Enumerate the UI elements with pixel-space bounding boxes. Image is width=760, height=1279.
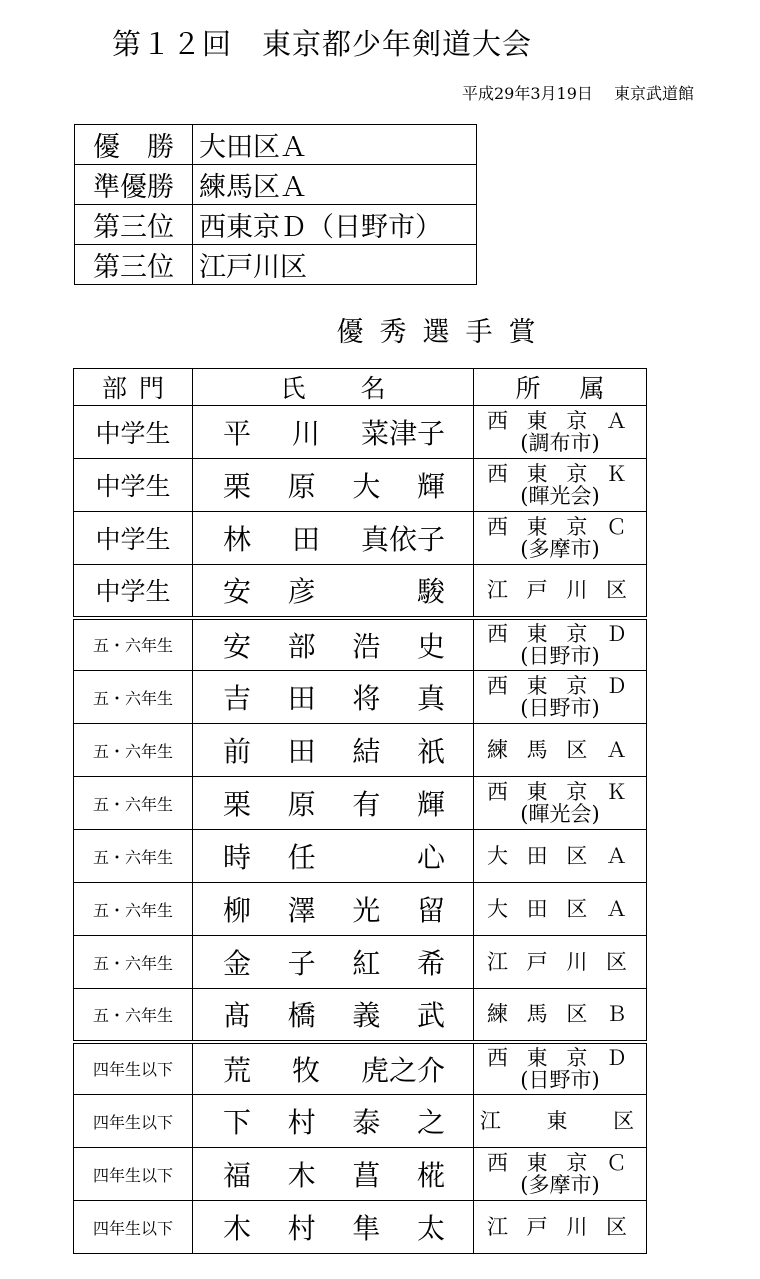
- affiliation-cell: [474, 406, 647, 459]
- table-row: [74, 1148, 647, 1201]
- name-part: 彦: [287, 575, 316, 609]
- division-cell: 五・六年生: [74, 883, 193, 936]
- result-team: 西東京Ｄ（日野市）: [193, 205, 477, 245]
- name-cell: [193, 777, 474, 830]
- result-position: 準優勝: [75, 165, 193, 205]
- affiliation-cell: [474, 459, 647, 512]
- name-part: 将: [352, 682, 381, 715]
- results-row: [75, 165, 477, 205]
- name-part: 輝: [416, 470, 445, 503]
- affiliation-cell: [474, 1095, 647, 1148]
- name-cell: [193, 1042, 474, 1095]
- name-part: 祇: [416, 735, 445, 768]
- results-row: [75, 125, 477, 165]
- name-cell: [193, 565, 474, 618]
- affiliation-team: 西 東 京 Ｄ: [486, 621, 634, 646]
- name-cell: [193, 671, 474, 724]
- table-row: [74, 671, 647, 724]
- table-row: [74, 777, 647, 830]
- affiliation-team: 西 東 京 Ｋ: [486, 780, 634, 804]
- name-part: 真: [416, 682, 445, 715]
- division-cell: 五・六年生: [74, 724, 193, 777]
- affiliation-city: (調布市): [520, 431, 600, 455]
- division-cell: 五・六年生: [74, 830, 193, 883]
- name-part: 木: [223, 1212, 252, 1245]
- affiliation-cell: [474, 777, 647, 830]
- division-cell: 中学生: [74, 459, 193, 512]
- name-cell: [193, 724, 474, 777]
- division-cell: 五・六年生: [74, 618, 193, 671]
- result-team: 江戸川区: [193, 245, 477, 285]
- name-part: 髙: [223, 999, 252, 1033]
- name-part: 菖: [352, 1159, 381, 1192]
- name-part: 村: [287, 1106, 316, 1139]
- name-part: 真依子: [360, 523, 445, 556]
- name-cell: [193, 618, 474, 671]
- name-part: 椛: [416, 1159, 445, 1192]
- affiliation-team: 大 田 区 Ａ: [486, 844, 634, 868]
- name-cell: [193, 1201, 474, 1254]
- affiliation-cell: [474, 936, 647, 989]
- table-row: [74, 830, 647, 883]
- results-table: [74, 124, 477, 285]
- table-row: [74, 512, 647, 565]
- affiliation-cell: [474, 830, 647, 883]
- name-part: 橋: [287, 999, 316, 1033]
- table-row: [74, 459, 647, 512]
- result-team: 大田区Ａ: [193, 125, 477, 165]
- affiliation-cell: [474, 671, 647, 724]
- name-part: 前: [223, 735, 252, 768]
- awards-header-row: [74, 369, 647, 406]
- table-row: [74, 1042, 647, 1095]
- affiliation-city: (日野市): [520, 1067, 600, 1092]
- name-part: 之: [416, 1106, 445, 1139]
- name-part: 林: [223, 523, 252, 556]
- name-part: 大: [352, 470, 381, 503]
- affiliation-team: 西 東 京 Ｄ: [486, 674, 634, 698]
- page-title: 第１２回 東京都少年剣道大会: [112, 27, 533, 61]
- name-cell: [193, 883, 474, 936]
- name-part: [352, 836, 380, 876]
- name-part: 牧: [291, 1053, 320, 1087]
- affiliation-cell: [474, 989, 647, 1042]
- affiliation-cell: [474, 1042, 647, 1095]
- name-part: 部: [287, 629, 316, 663]
- affiliation-team: 西 東 京 Ｃ: [486, 515, 634, 539]
- header-affiliation: 所 属: [474, 369, 647, 406]
- name-part: 安: [223, 575, 252, 609]
- table-row: [74, 883, 647, 936]
- affiliation-team: 大 田 区 Ａ: [486, 897, 634, 921]
- division-cell: 四年生以下: [74, 1201, 193, 1254]
- name-part: 柳: [223, 894, 252, 927]
- name-part: 泰: [352, 1106, 381, 1139]
- division-cell: 中学生: [74, 565, 193, 618]
- division-cell: 四年生以下: [74, 1042, 193, 1095]
- name-part: 田: [287, 682, 316, 715]
- name-part: 安: [223, 629, 252, 663]
- name-part: 吉: [223, 682, 252, 715]
- name-part: 原: [287, 788, 316, 821]
- name-part: 栗: [223, 788, 252, 821]
- result-position: 優 勝: [75, 125, 193, 165]
- name-part: 史: [416, 629, 445, 663]
- name-part: 太: [416, 1212, 445, 1245]
- name-cell: [193, 830, 474, 883]
- name-part: 結: [352, 735, 381, 768]
- division-cell: 中学生: [74, 406, 193, 459]
- table-row: [74, 618, 647, 671]
- header-division: 部 門: [74, 369, 193, 406]
- name-part: 田: [291, 523, 320, 556]
- name-part: 平: [223, 417, 252, 450]
- division-cell: 五・六年生: [74, 777, 193, 830]
- affiliation-city: (日野市): [520, 696, 600, 720]
- name-part: 菜津子: [360, 417, 445, 450]
- name-cell: [193, 1095, 474, 1148]
- results-row: [75, 245, 477, 285]
- affiliation-cell: [474, 883, 647, 936]
- table-row: [74, 1095, 647, 1148]
- affiliation-team: 西 東 京 Ｄ: [486, 1045, 634, 1070]
- name-part: 田: [287, 735, 316, 768]
- name-part: 子: [287, 947, 316, 980]
- affiliation-team: 江 東 区: [479, 1109, 641, 1133]
- name-part: 光: [352, 894, 381, 927]
- division-cell: 四年生以下: [74, 1148, 193, 1201]
- table-row: [74, 724, 647, 777]
- affiliation-cell: [474, 724, 647, 777]
- division-cell: 五・六年生: [74, 671, 193, 724]
- affiliation-team: 練 馬 区 Ｂ: [486, 1002, 634, 1027]
- table-row: [74, 989, 647, 1042]
- name-part: 隼: [352, 1212, 381, 1245]
- name-part: 村: [287, 1212, 316, 1245]
- name-part: 下: [223, 1106, 252, 1139]
- name-part: 任: [287, 841, 316, 874]
- name-cell: [193, 512, 474, 565]
- name-part: 武: [416, 999, 445, 1033]
- result-position: 第三位: [75, 205, 193, 245]
- name-cell: [193, 406, 474, 459]
- name-part: 有: [352, 788, 381, 821]
- name-part: 虎之介: [360, 1053, 445, 1087]
- affiliation-city: (暉光会): [520, 484, 600, 508]
- name-part: 紅: [352, 947, 381, 980]
- name-part: 川: [291, 417, 320, 450]
- name-part: 荒: [223, 1053, 252, 1087]
- affiliation-city: (多摩市): [520, 537, 600, 561]
- result-position: 第三位: [75, 245, 193, 285]
- name-part: [352, 570, 380, 610]
- name-part: 留: [416, 894, 445, 927]
- award-section-title: 優秀選手賞: [336, 317, 552, 348]
- name-part: 心: [416, 841, 445, 874]
- name-cell: [193, 1148, 474, 1201]
- affiliation-team: 西 東 京 Ｃ: [486, 1151, 634, 1175]
- name-part: 澤: [287, 894, 316, 927]
- name-part: 木: [287, 1159, 316, 1192]
- name-part: 原: [287, 470, 316, 503]
- table-row: [74, 565, 647, 618]
- division-cell: 五・六年生: [74, 989, 193, 1042]
- affiliation-cell: [474, 1201, 647, 1254]
- affiliation-team: 西 東 京 Ｋ: [486, 462, 634, 486]
- affiliation-team: 江 戸 川 区: [486, 578, 634, 603]
- name-cell: [193, 936, 474, 989]
- name-part: 福: [223, 1159, 252, 1192]
- division-cell: 中学生: [74, 512, 193, 565]
- division-cell: 四年生以下: [74, 1095, 193, 1148]
- name-part: 希: [416, 947, 445, 980]
- awards-body: [74, 406, 647, 1254]
- affiliation-team: 西 東 京 Ａ: [486, 409, 634, 433]
- division-cell: 五・六年生: [74, 936, 193, 989]
- affiliation-cell: [474, 618, 647, 671]
- name-part: 栗: [223, 470, 252, 503]
- affiliation-team: 練 馬 区 Ａ: [486, 738, 634, 762]
- results-row: [75, 205, 477, 245]
- name-part: 時: [223, 841, 252, 874]
- affiliation-team: 江 戸 川 区: [486, 950, 634, 974]
- affiliation-cell: [474, 565, 647, 618]
- name-cell: [193, 989, 474, 1042]
- affiliation-cell: [474, 1148, 647, 1201]
- affiliation-city: (多摩市): [520, 1173, 600, 1197]
- name-part: 輝: [416, 788, 445, 821]
- table-row: [74, 936, 647, 989]
- table-row: [74, 406, 647, 459]
- affiliation-cell: [474, 512, 647, 565]
- event-date-venue: 平成29年3月19日 東京武道館: [462, 84, 694, 103]
- name-part: 駿: [416, 575, 445, 609]
- name-part: 浩: [352, 629, 381, 663]
- name-part: 義: [352, 999, 381, 1033]
- awards-table: [73, 368, 647, 1254]
- name-part: 金: [223, 947, 252, 980]
- table-row: [74, 1201, 647, 1254]
- name-cell: [193, 459, 474, 512]
- affiliation-city: (暉光会): [520, 802, 600, 826]
- result-team: 練馬区Ａ: [193, 165, 477, 205]
- affiliation-team: 江 戸 川 区: [486, 1215, 634, 1239]
- affiliation-city: (日野市): [520, 643, 600, 668]
- header-name: 氏 名: [193, 369, 474, 406]
